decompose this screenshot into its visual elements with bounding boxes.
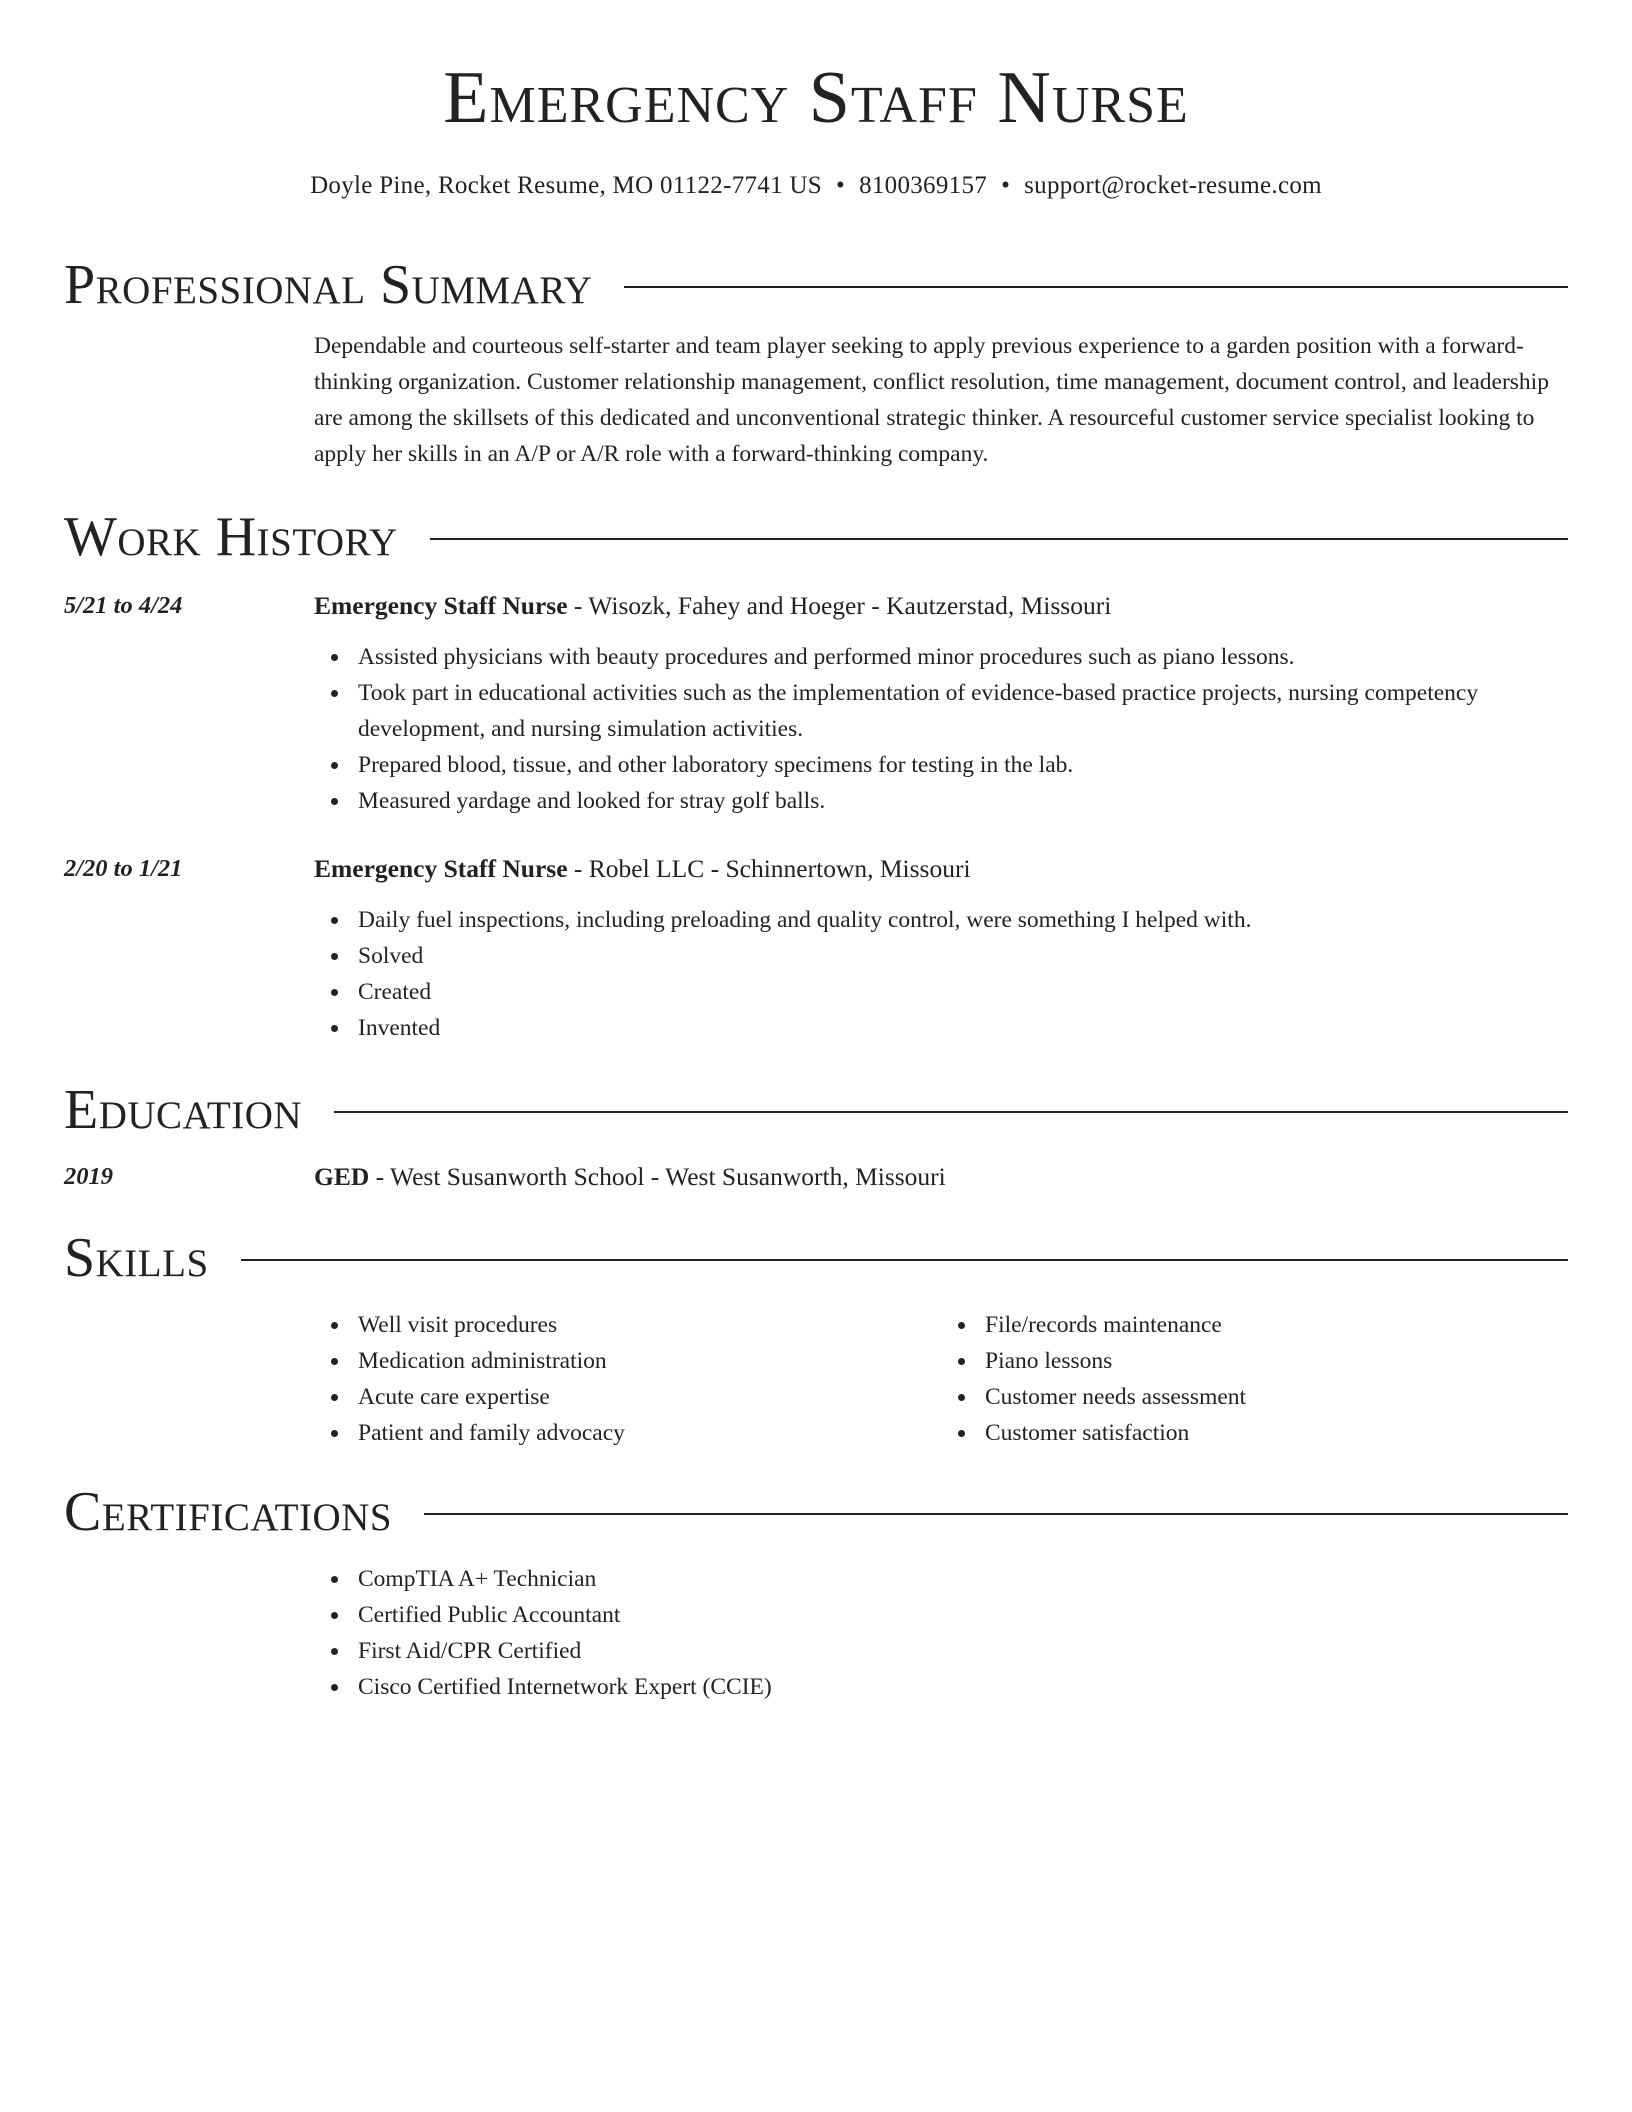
- skill-item: Well visit procedures: [358, 1307, 941, 1343]
- list-item: Took part in educational activities such as the implementation of evidence-based practice projects, nursing competency development, and nursing simulation activities.: [358, 675, 1568, 747]
- education-section: [64, 1075, 1568, 1195]
- education-school: - West Susanworth School - West Susanworth, Missouri: [369, 1162, 946, 1191]
- section-header: [64, 1477, 1568, 1547]
- skill-item: Piano lessons: [985, 1343, 1568, 1379]
- section-divider: [430, 538, 1568, 540]
- list-item: Prepared blood, tissue, and other laboratory specimens for testing in the lab.: [358, 747, 1568, 783]
- job-title: Emergency Staff Nurse: [314, 591, 568, 620]
- job-dates: 5/21 to 4/24: [64, 592, 183, 619]
- job-dates: 2/20 to 1/21: [64, 855, 183, 882]
- skill-item: Acute care expertise: [358, 1379, 941, 1415]
- certification-item: Certified Public Accountant: [358, 1597, 1568, 1633]
- job-employer: - Wisozk, Fahey and Hoeger - Kautzerstad, Missouri: [567, 591, 1112, 620]
- list-item: Daily fuel inspections, including preloading and quality control, were something I helped with.: [358, 902, 1568, 938]
- section-header: [64, 502, 1568, 572]
- job-heading: [314, 851, 1568, 887]
- list-item: Solved: [358, 938, 1568, 974]
- section-title: Skills: [64, 1227, 209, 1289]
- job-title: Emergency Staff Nurse: [314, 854, 568, 883]
- job-employer: - Robel LLC - Schinnertown, Missouri: [567, 854, 971, 883]
- contact-separator: •: [836, 172, 846, 199]
- skill-item: Customer satisfaction: [985, 1415, 1568, 1451]
- education-degree: GED: [314, 1162, 370, 1191]
- list-item: Created: [358, 974, 1568, 1010]
- skill-item: File/records maintenance: [985, 1307, 1568, 1343]
- section-header: [64, 1223, 1568, 1293]
- skills-list-right: [941, 1307, 1568, 1451]
- certifications-list: [314, 1561, 1568, 1705]
- contact-phone: 8100369157: [859, 172, 988, 199]
- contact-line: [0, 172, 1632, 200]
- education-heading: [314, 1159, 1568, 1195]
- section-divider: [424, 1513, 1568, 1515]
- job-bullets: [314, 902, 1568, 1046]
- job-entry: [64, 851, 1568, 1046]
- job-heading: [314, 588, 1568, 624]
- section-header: [64, 1075, 1568, 1145]
- section-header: [64, 250, 1568, 320]
- list-item: Measured yardage and looked for stray golf balls.: [358, 783, 1568, 819]
- skills-list-left: [314, 1307, 941, 1451]
- section-divider: [624, 286, 1568, 288]
- certifications-section: [64, 1477, 1568, 1705]
- skills-section: [64, 1223, 1568, 1451]
- section-divider: [241, 1259, 1568, 1261]
- skill-item: Patient and family advocacy: [358, 1415, 941, 1451]
- contact-address: Doyle Pine, Rocket Resume, MO 01122-7741 US: [310, 172, 822, 199]
- resume-name: Emergency Staff Nurse: [443, 57, 1189, 139]
- certification-item: CompTIA A+ Technician: [358, 1561, 1568, 1597]
- summary-section: [64, 250, 1568, 472]
- education-year: 2019: [64, 1163, 113, 1190]
- list-item: Invented: [358, 1010, 1568, 1046]
- certification-item: First Aid/CPR Certified: [358, 1633, 1568, 1669]
- contact-email: support@rocket-resume.com: [1024, 172, 1322, 199]
- work-history-section: [64, 502, 1568, 1046]
- section-title: Certifications: [64, 1481, 393, 1543]
- skill-item: Customer needs assessment: [985, 1379, 1568, 1415]
- certification-item: Cisco Certified Internetwork Expert (CCIE): [358, 1669, 1568, 1705]
- contact-separator: •: [1001, 172, 1011, 199]
- list-item: Assisted physicians with beauty procedures and performed minor procedures such as piano lessons.: [358, 639, 1568, 675]
- job-bullets: [314, 639, 1568, 819]
- education-entry: [64, 1159, 1568, 1195]
- skills-columns: [314, 1307, 1568, 1451]
- skill-item: Medication administration: [358, 1343, 941, 1379]
- summary-text: Dependable and courteous self-starter and team player seeking to apply previous experience to a garden position with a forward-thinking organization. Customer relationship management, conflict resolution, time management, document control, and leadership are among the skillsets of this dedicated and unconventional strategic thinker. A resourceful customer service specialist looking to apply her skills in an A/P or A/R role with a forward-thinking company.: [314, 333, 1549, 467]
- section-title: Professional Summary: [64, 254, 593, 316]
- section-title: Work History: [64, 506, 398, 568]
- job-entry: [64, 588, 1568, 819]
- section-divider: [334, 1111, 1568, 1113]
- section-title: Education: [64, 1079, 303, 1141]
